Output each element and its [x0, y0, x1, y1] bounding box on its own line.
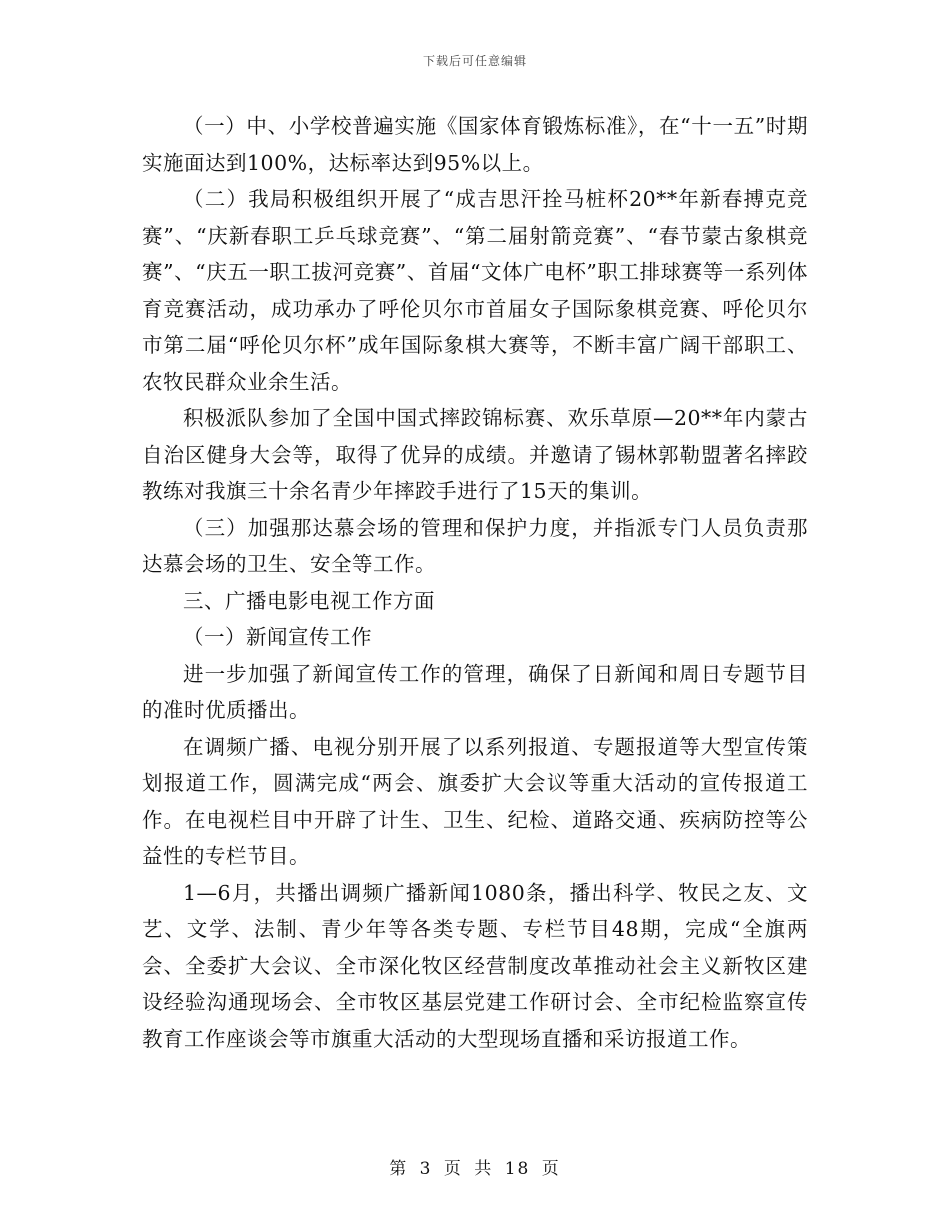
paragraph-1: （一）中、小学校普遍实施《国家体育锻炼标准》，在“十一五”时期实施面达到100%，达标率达到95%以上。	[142, 114, 808, 175]
subsection-heading: （一）新闻宣传工作	[183, 625, 372, 649]
section-heading: 三、广播电影电视工作方面	[183, 588, 435, 613]
paragraph-6: 在调频广播、电视分别开展了以系列报道、专题报道等大型宣传策划报道工作，圆满完成“两会、旗委扩大会议等重大活动的宣传报道工作。在电视栏目中开辟了计生、卫生、纪检、道路交通、疾病防控等公益性的专栏节目。	[142, 734, 808, 868]
paragraph-7: 1—6月，共播出调频广播新闻1080条，播出科学、牧民之友、文艺、文学、法制、青少年等各类专题、专栏节目48期，完成“全旗两会、全委扩大会议、全市深化牧区经营制度改革推动社会主义新牧区建设经验沟通现场会、全市牧区基层党建工作研讨会、全市纪检监察宣传教育工作座谈会等市旗重大活动的大型现场直播和采访报道工作。	[142, 880, 808, 1051]
paragraph-2: （二）我局积极组织开展了“成吉思汗拴马桩杯20**年新春搏克竞赛”、“庆新春职工乒乓球竞赛”、“第二届射箭竞赛”、“春节蒙古象棋竞赛”、“庆五一职工拔河竞赛”、首届“文体广电杯”职工排球赛等一系列体育竞赛活动，成功承办了呼伦贝尔市首届女子国际象棋竞赛、呼伦贝尔市第二届“呼伦贝尔杯”成年国际象棋大赛等，不断丰富广阔干部职工、农牧民群众业余生活。	[142, 187, 808, 394]
paragraph-4: （三）加强那达慕会场的管理和保护力度，并指派专门人员负责那达慕会场的卫生、安全等工作。	[142, 515, 808, 576]
document-body	[142, 108, 808, 1057]
page-footer: 第 3 页 共 18 页	[389, 1159, 561, 1179]
paragraph-5: 进一步加强了新闻宣传工作的管理，确保了日新闻和周日专题节目的准时优质播出。	[142, 661, 808, 722]
paragraph-3: 积极派队参加了全国中国式摔跤锦标赛、欢乐草原—20**年内蒙古自治区健身大会等，取得了优异的成绩。并邀请了锡林郭勒盟著名摔跤教练对我旗三十余名青少年摔跤手进行了15天的集训。	[142, 406, 808, 503]
page-header: 下载后可任意编辑	[422, 54, 527, 68]
